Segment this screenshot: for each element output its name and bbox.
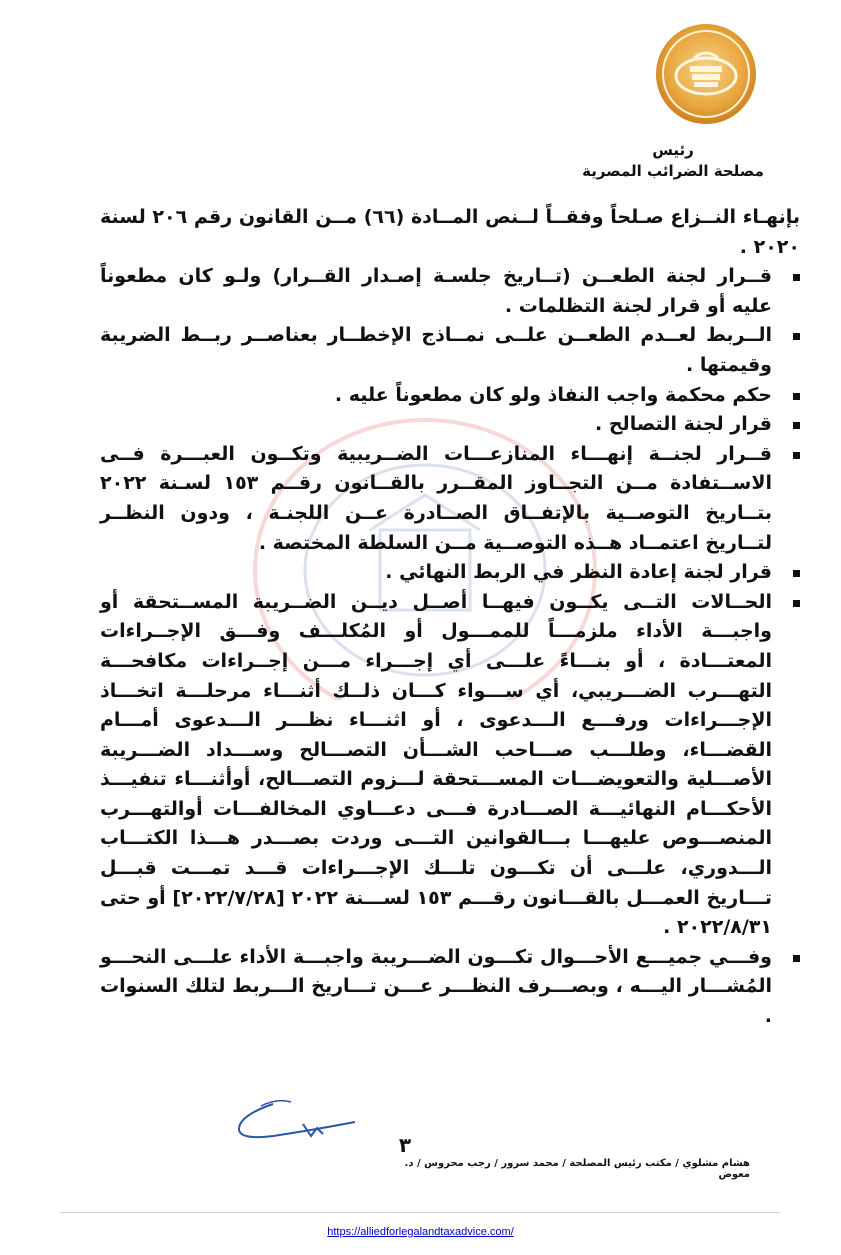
list-item: الــربط لعــدم الطعــن علــى نمــاذج الإخطــار بعناصــر ربــط الضريبة وقيمتها .: [100, 321, 800, 380]
bullet-icon: [793, 955, 800, 962]
bullet-icon: [793, 600, 800, 607]
bullet-icon: [793, 333, 800, 340]
bullet-icon: [793, 393, 800, 400]
bullet-icon: [793, 452, 800, 459]
footer-note: هشام مشلوي / مكتب رئيس المصلحة / محمد سرور / رجب محروس / د. معوض: [404, 1158, 750, 1180]
list-item: قرار لجنة إعادة النظر في الربط النهائي .: [100, 558, 800, 588]
list-item: حكم محكمة واجب النفاذ ولو كان مطعوناً عليه .: [100, 381, 800, 411]
list-item: وفـــي جميـــع الأحـــوال تكـــون الضـــريبة واجبـــة الأداء علـــى النحـــو المُشـــار اليـــه ، وبصـــرف النظـــر عـــن تـــاريخ الـــربط لتلك السنوات .: [100, 943, 800, 1032]
header-title-line1: رئيس: [652, 141, 694, 159]
footer-divider: [60, 1212, 780, 1213]
bullet-list: [100, 262, 800, 1031]
signature: [233, 1096, 363, 1146]
header-title: [543, 140, 803, 182]
intro-paragraph: بإنهـاء النــزاع صـلحاً وفقــاً لــنص المــادة (٦٦) مــن القانون رقم ٢٠٦ لسنة ٢٠٢٠ .: [100, 206, 801, 258]
document-body: [100, 203, 800, 1032]
bullet-icon: [793, 422, 800, 429]
page-number: ٣: [398, 1133, 412, 1157]
header-title-line2: مصلحة الضرائب المصرية: [582, 162, 764, 180]
list-item: قــرار لجنــة إنهـــاء المنازعـــات الضــريبية وتكــون العبـــرة فــى الاســتفادة مــن التجــاوز المقــرر بالقــانون رقــم ١٥٣ لسـنة ٢٠٢٢ بتــاريخ التوصــية بالإتفــاق الصــادرة عــن اللجنـة ، ودون النظــر لتــاريخ اعتمــاد هــذه التوصــية مــن السلطة المختصة .: [100, 440, 800, 558]
list-item: الحــالات التــى يكــون فيهــا أصــل ديــن الضــريبة المســتحقة أو واجبـــة الأداء ملزمـــاً للممـــول أو المُكلـــف وفـــق الإجــراءات المعتـــادة ، أو بنـــاءً علـــى أي إجـــراء مـــن إجــراءات مكافحـــة التهـــرب الضـــريبي، أي ســـواء كـــان ذلــك أثنـــاء مرحلـــة اتخـــاذ الإجـــراءات ورفـــع الـــدعوى ، أو اثنـــاء نظـــر الـــدعوى أمـــام القضـــاء، وطلـــب صـــاحب الشـــأن التصـــالح وســـداد الضـــريبة الأصـــلية والتعويضـــات المســـتحقة لـــزوم التصـــالح، أوأثنـــاء تنفيـــذ الأحكـــام النهائيـــة الصـــادرة فـــى دعـــاوي المخالفـــات أوالتهـــرب المنصـــوص عليهـــا بـــالقوانين التـــى وردت بصـــدر هـــذا الكتـــاب الـــدوري، علـــى أن تكـــون تلـــك الإجـــراءات قـــد تمـــت قبـــل تـــاريخ العمـــل بالقـــانون رقـــم ١٥٣ لســـنة ٢٠٢٢ [٢٠٢٢/٧/٢٨] أو حتى ٢٠٢٢/٨/٣١ .: [100, 588, 800, 943]
ministry-logo: [654, 22, 758, 126]
bullet-icon: [793, 274, 800, 281]
bullet-icon: [793, 570, 800, 577]
list-item: قــرار لجنة الطعــن (تــاريخ جلسـة إصـدار القــرار) ولـو كان مطعوناً عليه أو قرار لجنة التظلمات .: [100, 262, 800, 321]
list-item: قرار لجنة التصالح .: [100, 410, 800, 440]
footer-link[interactable]: https://alliedforlegalandtaxadvice.com/: [327, 1226, 514, 1238]
